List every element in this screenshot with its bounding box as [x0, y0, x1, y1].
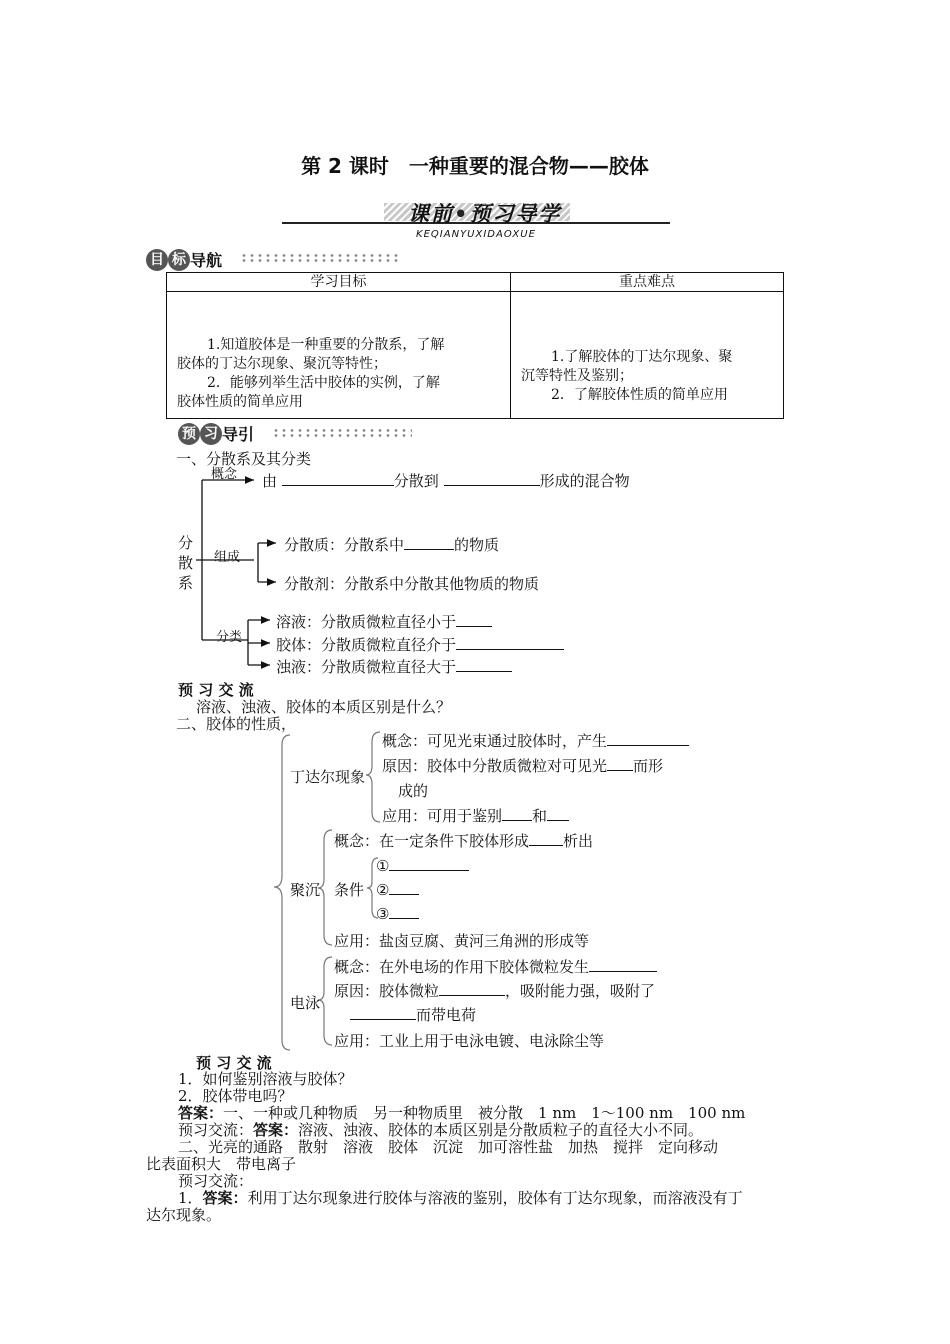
- preview-nav-text: 导引: [222, 425, 255, 444]
- compose-label: 组成: [214, 550, 241, 565]
- electrophoresis-reason: 原因：胶体微粒 ，吸附能力强，吸附了: [334, 982, 656, 1000]
- electrophoresis-use: 应用：工业上用于电泳电镀、电泳除尘等: [334, 1032, 605, 1050]
- electrophoresis-label: 电泳: [290, 994, 321, 1012]
- goal-line: 2．能够列举生活中胶体的实例，了解: [207, 375, 440, 391]
- blank: [607, 731, 689, 746]
- goal-line: 胶体的丁达尔现象、聚沉等特性；: [177, 356, 387, 372]
- answer-line-3: 二、光亮的通路 散射 溶液 胶体 沉淀 加可溶性盐 加热 搅拌 定向移动: [178, 1138, 719, 1156]
- concept-text: 由 分散到 形成的混合物: [262, 472, 630, 490]
- answer-line-2: 预习交流：答案：溶液、浊液、胶体的本质区别是分散质粒子的直径大小不同。: [178, 1121, 704, 1139]
- exchange2-question-2: 2．胶体带电吗？: [178, 1087, 293, 1105]
- answer-line-5: 预习交流：: [178, 1172, 254, 1190]
- concept-label: 概念: [211, 467, 238, 482]
- condition-1: ①: [376, 856, 469, 875]
- electrophoresis-reason-cont: 而带电荷: [350, 1004, 476, 1025]
- condition-3: ③: [376, 904, 419, 923]
- dispersion-root-label: 分 散 系: [178, 534, 194, 592]
- blank: [502, 806, 532, 821]
- exchange2-heading: 预 习 交 流: [196, 1054, 272, 1072]
- coagulation-use: 应用：盐卤豆腐、黄河三角洲的形成等: [334, 932, 590, 950]
- electrophoresis-concept: 概念：在外电场的作用下胶体微粒发生: [334, 956, 657, 977]
- blank: [350, 1005, 416, 1020]
- exchange1-heading: 预 习 交 流: [178, 681, 254, 699]
- tyndall-concept: 概念：可见光束通过胶体时，产生: [382, 730, 689, 751]
- blank: [589, 957, 657, 972]
- dispersant-text: 分散剂：分散系中分散其他物质的物质: [284, 575, 540, 593]
- colloid-text: 胶体：分散质微粒直径介于: [276, 634, 564, 655]
- classify-label: 分类: [216, 630, 243, 645]
- goal-badge-1: 目: [146, 249, 168, 271]
- goal-badge-2: 标: [168, 249, 190, 271]
- preview-badge-1: 预: [178, 423, 200, 445]
- banner-pinyin: KEQIANYUXIDAOXUE: [416, 229, 536, 240]
- blank: [607, 756, 633, 771]
- condition-2: ②: [376, 880, 419, 899]
- blank: [389, 904, 419, 919]
- answer-line-7: 达尔现象。: [146, 1206, 222, 1224]
- blank: [547, 806, 569, 821]
- dispersed-phase-text: 分散质：分散系中 的物质: [284, 536, 500, 554]
- banner-title: 课前•预习导学: [408, 202, 562, 226]
- exchange2-question-1: 1．如何鉴别溶液与胶体？: [178, 1070, 353, 1088]
- key-line: 沉等特性及鉴别；: [521, 368, 633, 384]
- key-line: 2．了解胶体性质的简单应用: [551, 387, 728, 403]
- blank: [389, 856, 469, 871]
- key-line: 1.了解胶体的丁达尔现象、聚: [551, 349, 733, 365]
- goal-line: 胶体性质的简单应用: [177, 394, 303, 410]
- goals-header-key: 重点难点: [511, 273, 784, 292]
- exchange1-question: 溶液、浊液、胶体的本质区别是什么？: [196, 698, 452, 716]
- goals-header-learning: 学习目标: [167, 273, 511, 292]
- answer-line-1: 答案：一、一种或几种物质 另一种物质里 被分散 1 nm 1～100 nm 100 nm: [178, 1104, 746, 1122]
- goal-line: 1.知道胶体是一种重要的分散系，了解: [207, 337, 445, 353]
- suspension-text: 浊液：分散质微粒直径大于: [276, 656, 512, 677]
- coagulation-label: 聚沉: [290, 881, 321, 899]
- answer-line-6: 1．答案：利用丁达尔现象进行胶体与溶液的鉴别，胶体有丁达尔现象，而溶液没有丁: [178, 1189, 743, 1207]
- section2-heading: 二、胶体的性质，: [176, 715, 297, 733]
- goal-nav-text: 导航: [190, 251, 223, 270]
- answer-line-4: 比表面积大 带电离子: [146, 1155, 297, 1173]
- tyndall-label: 丁达尔现象: [290, 768, 366, 786]
- blank: [389, 880, 419, 895]
- blank: [529, 831, 563, 846]
- section1-heading: 一、分散系及其分类: [176, 450, 312, 468]
- tyndall-reason: 原因：胶体中分散质微粒对可见光 而形: [382, 757, 664, 775]
- tyndall-reason-cont: 成的: [398, 782, 429, 800]
- tyndall-use: 应用：可用于鉴别 和: [382, 805, 569, 826]
- coagulation-concept: 概念：在一定条件下胶体形成 析出: [334, 832, 594, 850]
- preview-badge-2: 习: [200, 423, 222, 445]
- solution-text: 溶液：分散质微粒直径小于: [276, 611, 492, 632]
- page-title: 第 2 课时 一种重要的混合物——胶体: [301, 154, 649, 178]
- blank: [439, 981, 505, 996]
- coagulation-condition-label: 条件: [334, 881, 365, 899]
